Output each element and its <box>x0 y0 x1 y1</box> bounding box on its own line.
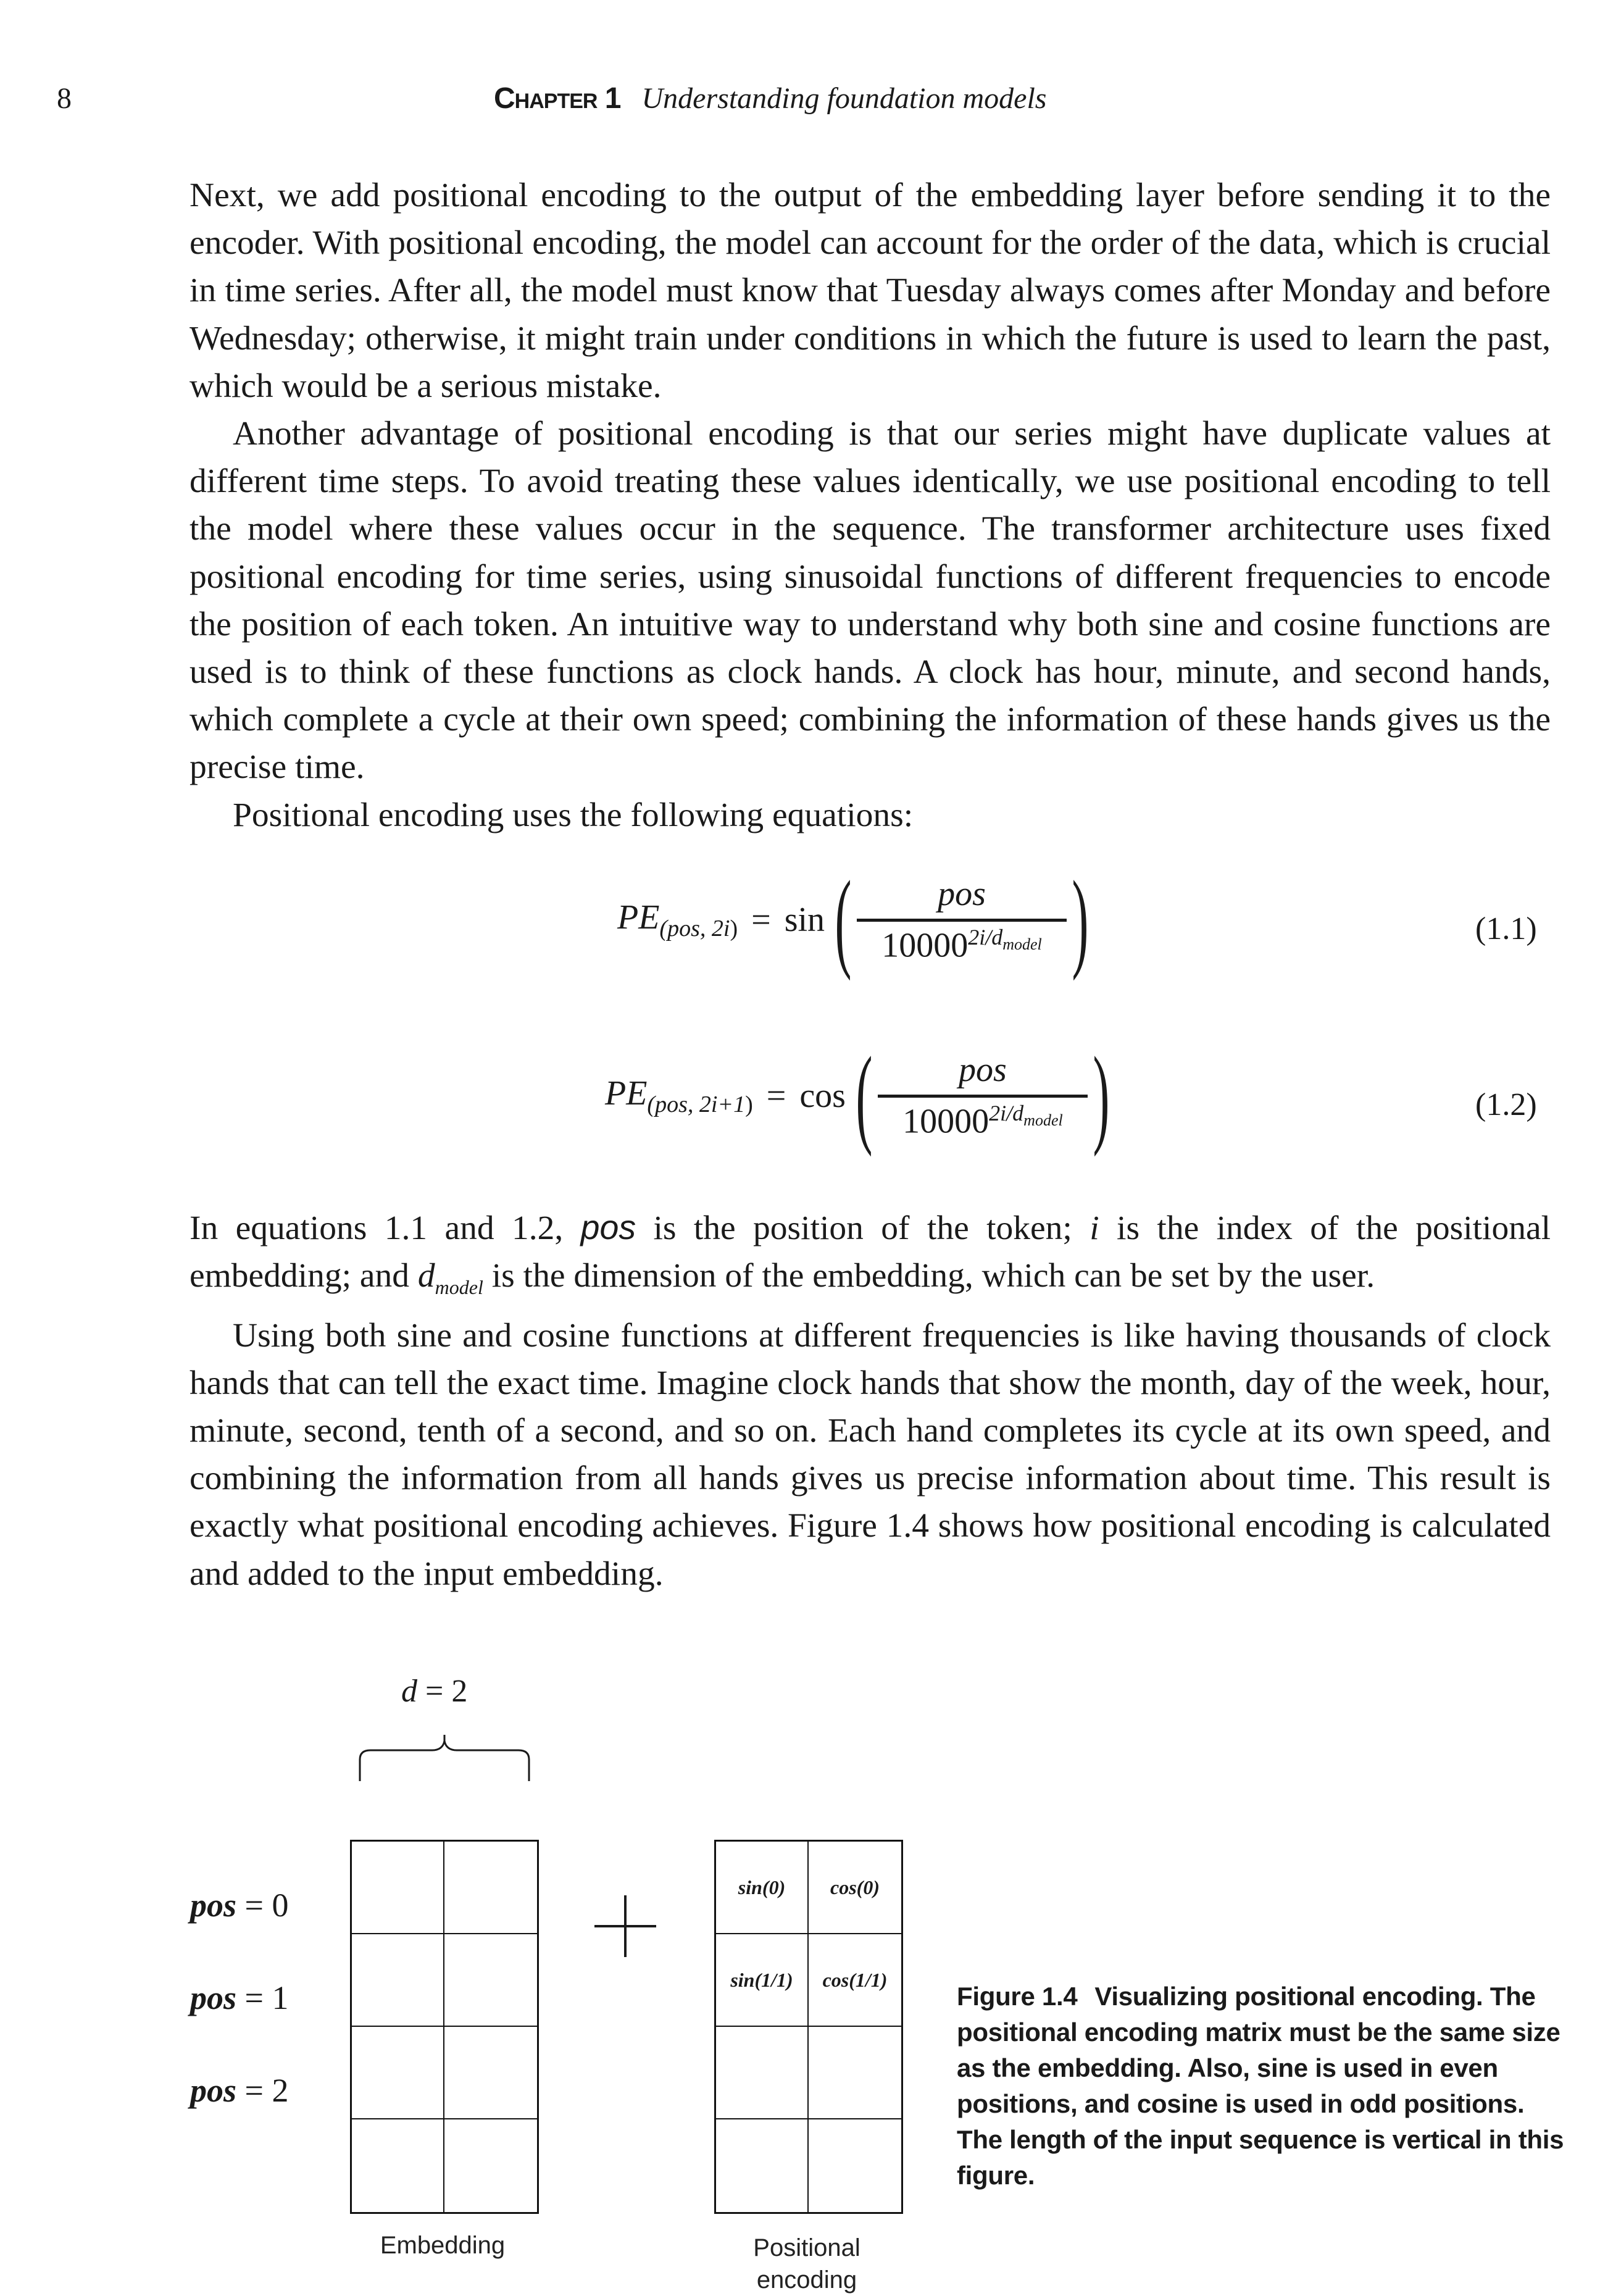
matrix-cell: cos(0) <box>809 1842 901 1934</box>
fraction: pos $10000^{2i/d_{model}}$ <box>857 874 1067 966</box>
sine-function: sin <box>784 901 825 939</box>
cosine-function: cos <box>799 1077 846 1115</box>
running-head <box>494 81 1046 115</box>
matrix-cell <box>809 2027 901 2119</box>
plus-icon <box>591 1892 659 1960</box>
matrix-cell: sin(0) <box>716 1842 809 1934</box>
equals-sign: = <box>766 1077 786 1115</box>
matrix-cell <box>444 2119 537 2212</box>
equation-number: (1.2) <box>1475 1087 1537 1122</box>
embedding-caption: Embedding <box>380 2232 506 2259</box>
matrix-cell <box>716 2119 809 2212</box>
matrix-cell <box>716 2027 809 2119</box>
body-text-top <box>190 172 1551 839</box>
equation-lhs: $PE_{(pos, 2i+1)}$ <box>605 1074 753 1118</box>
left-paren: ( <box>835 858 852 981</box>
matrix-cell: sin(1/1) <box>716 1934 809 2027</box>
d-model-term: $d_{model}$ <box>417 1257 483 1299</box>
paragraph-variables: In equations 1.1 and 1.2, pos is the position of the token; i is the index of the positional embedding; and $d_{model}$ is the dimension of the embedding, which can be set by the user. <box>190 1208 1551 1299</box>
matrix-cell: cos(1/1) <box>809 1934 901 2027</box>
pos-label-2: pos = 2 <box>190 2072 289 2109</box>
matrix-cell <box>444 2027 537 2119</box>
equation-lhs: $PE_{(pos, 2i)}$ <box>617 898 738 942</box>
page-number: 8 <box>57 82 72 115</box>
figure-number: Figure 1.4 <box>957 1982 1078 2011</box>
body-text-bottom <box>190 1204 1551 1598</box>
equation-1-2 <box>0 1034 1600 1164</box>
dimension-label: d = 2 <box>401 1674 468 1709</box>
paragraph: Another advantage of positional encoding is that our series might have duplicate values at different time steps. To avoid treating these values identically, we use positional encoding to tell the model where these values occur in the sequence. The transformer architecture uses fixed positional encoding for time series, using sinusoidal functions of different frequencies to encode the position of each token. An intuitive way to understand why both sine and cosine functions are used is to think of these functions as clock hands. A clock has hour, minute, and second hands, which complete a cycle at their own speed; combining the information of these hands gives us the precise time. <box>190 415 1551 787</box>
matrix-cell <box>444 1934 537 2027</box>
curly-brace-icon <box>358 1716 531 1784</box>
paragraph: Next, we add positional encoding to the output of the embedding layer before sending it to the encoder. With positional encoding, the model can account for the order of the data, which is crucial in time series. After all, the model must know that Tuesday always comes after Monday and before Wednesday; otherwise, it might train under conditions in which the future is used to learn the past, which would be a serious mistake. <box>190 177 1551 405</box>
positional-encoding-caption: Positional encoding <box>753 2234 860 2294</box>
paragraph: Positional encoding uses the following equations: <box>233 796 914 834</box>
i-term: i <box>1090 1209 1099 1247</box>
matrix-cell <box>809 2119 901 2212</box>
figure-caption <box>957 1979 1574 2194</box>
left-paren: ( <box>856 1034 873 1157</box>
pos-label-1: pos = 1 <box>190 1979 289 2016</box>
matrix-cell <box>352 1842 444 1934</box>
paragraph: Using both sine and cosine functions at different frequencies is like having thousands of clock hands that can tell the exact time. Imagine clock hands that show the month, day of the week, hour, minute, second, tenth of a second, and so on. Each hand completes its cycle at its own speed, and combining the information from all hands gives us precise information about time. This result is exactly what positional encoding achieves. Figure 1.4 shows how positional encoding is calculated and added to the input embedding. <box>190 1316 1551 1593</box>
positional-encoding-matrix <box>714 1840 903 2214</box>
equals-sign: = <box>751 901 771 939</box>
equation-1-1 <box>0 858 1600 988</box>
pos-label-0: pos = 0 <box>190 1887 289 1924</box>
pos-term: pos <box>580 1208 636 1246</box>
matrix-cell <box>444 1842 537 1934</box>
matrix-cell <box>352 1934 444 2027</box>
matrix-cell <box>352 2027 444 2119</box>
embedding-matrix <box>350 1840 539 2214</box>
chapter-label: Chapter 1 <box>494 82 621 115</box>
fraction: pos $10000^{2i/d_{model}}$ <box>878 1050 1088 1142</box>
figure-caption-text: Visualizing positional encoding. The positional encoding matrix must be the same size as the embedding. Also, sine is used in even positions, and cosine is used in odd positions. The length of the input sequence is vertical in this figure. <box>957 1982 1564 2190</box>
chapter-title: Understanding foundation models <box>641 82 1047 115</box>
right-paren: ) <box>1072 858 1089 981</box>
equation-number: (1.1) <box>1475 911 1537 946</box>
matrix-cell <box>352 2119 444 2212</box>
right-paren: ) <box>1093 1034 1110 1157</box>
